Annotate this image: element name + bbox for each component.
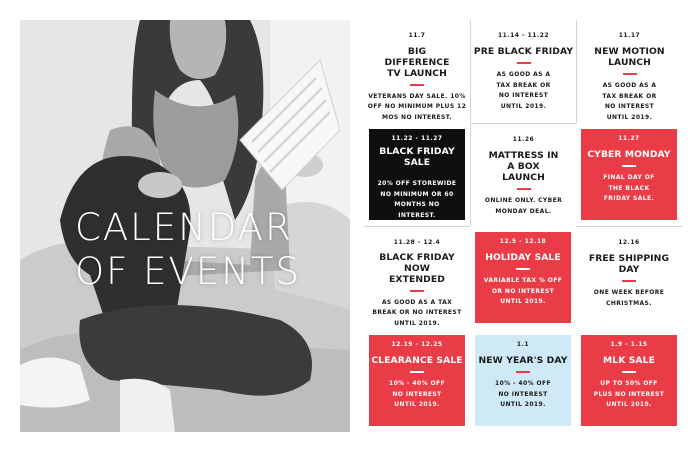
- event-divider: [622, 165, 636, 167]
- event-cell: [470, 20, 576, 123]
- event-title: BLACK FRIDAY SALE: [379, 146, 455, 168]
- event-date: 11.22 - 11.27: [391, 135, 443, 142]
- event-divider: [516, 268, 530, 270]
- event-title: CLEARANCE SALE: [371, 355, 463, 366]
- event-cell: [364, 20, 470, 123]
- event-date: 11.27: [618, 135, 640, 142]
- event-description: FINAL DAY OF THE BLACK FRIDAY SALE.: [603, 174, 655, 202]
- event-description: 10% - 40% OFF NO INTEREST UNTIL 2019.: [495, 380, 551, 408]
- hero-title-line2: OF EVENTS: [75, 250, 301, 293]
- event-cell: [369, 129, 465, 220]
- event-title: MLK SALE: [603, 355, 655, 366]
- event-divider: [517, 188, 531, 190]
- event-date: 11.26: [512, 136, 535, 143]
- event-divider: [410, 371, 424, 373]
- event-cell: [364, 226, 470, 329]
- event-date: 11.14 - 11.22: [497, 32, 550, 39]
- event-date: 12.16: [618, 239, 640, 246]
- event-description: AS GOOD AS A TAX BREAK OR NO INTEREST UNTIL 2019.: [372, 298, 462, 327]
- event-divider: [622, 280, 636, 282]
- event-cell: [581, 129, 677, 220]
- hero-title-line1: CALENDAR: [75, 206, 293, 249]
- event-date: 12.5 - 12.18: [499, 238, 547, 245]
- event-title: BIG DIFFERENCE TV LAUNCH: [384, 45, 450, 79]
- event-description: VETERANS DAY SALE. 10% OFF NO MINIMUM PLUS 12 MOS NO INTEREST.: [367, 92, 467, 121]
- event-description: ONE WEEK BEFORE CHRISTMAS.: [593, 289, 665, 307]
- event-cell: [475, 232, 571, 323]
- event-date: 1.1: [516, 341, 530, 348]
- event-description: VARIABLE TAX % OFF OR NO INTEREST UNTIL 2019.: [483, 277, 563, 305]
- event-title: CYBER MONDAY: [587, 149, 671, 160]
- hero-title: [75, 206, 345, 294]
- event-divider: [622, 371, 636, 373]
- event-description: 10% - 40% OFF NO INTEREST UNTIL 2019.: [389, 380, 445, 408]
- events-grid: [364, 20, 682, 432]
- event-description: AS GOOD AS A TAX BREAK OR NO INTEREST UNTIL 2019.: [602, 82, 657, 121]
- event-title: HOLIDAY SALE: [485, 252, 561, 263]
- event-date: 11.28 - 12.4: [393, 239, 441, 246]
- event-date: 11.7: [408, 32, 426, 39]
- event-cell: [475, 335, 571, 426]
- event-date: 1.9 - 1.15: [610, 341, 648, 348]
- event-title: PRE BLACK FRIDAY: [473, 46, 574, 57]
- event-title: MATTRESS IN A BOX LAUNCH: [488, 150, 559, 183]
- event-divider: [516, 371, 530, 373]
- event-date: 12.19 - 12.25: [391, 341, 443, 348]
- event-cell: [576, 20, 682, 123]
- event-cell: [576, 226, 682, 329]
- event-divider: [410, 290, 424, 292]
- event-title: FREE SHIPPING DAY: [588, 253, 670, 275]
- event-divider: [410, 84, 424, 86]
- event-date: 11.17: [618, 32, 641, 39]
- event-divider: [623, 73, 637, 75]
- event-divider: [517, 62, 531, 64]
- event-cell: [581, 335, 677, 426]
- event-description: AS GOOD AS A TAX BREAK OR NO INTEREST UNTIL 2019.: [496, 71, 551, 110]
- event-title: NEW YEAR'S DAY: [478, 355, 568, 366]
- event-cell: [470, 123, 576, 226]
- event-title: NEW MOTION LAUNCH: [594, 46, 665, 68]
- event-title: BLACK FRIDAY NOW EXTENDED: [379, 251, 455, 285]
- event-cell: [369, 335, 465, 426]
- event-description: UP TO 50% OFF PLUS NO INTEREST UNTIL 2019.: [593, 380, 665, 408]
- hero-photo: [20, 20, 350, 432]
- event-description: 20% OFF STOREWIDE NO MINIMUM OR 60 MONTHS NO INTEREST.: [377, 180, 457, 219]
- event-description: ONLINE ONLY. CYBER MONDAY DEAL.: [484, 197, 563, 215]
